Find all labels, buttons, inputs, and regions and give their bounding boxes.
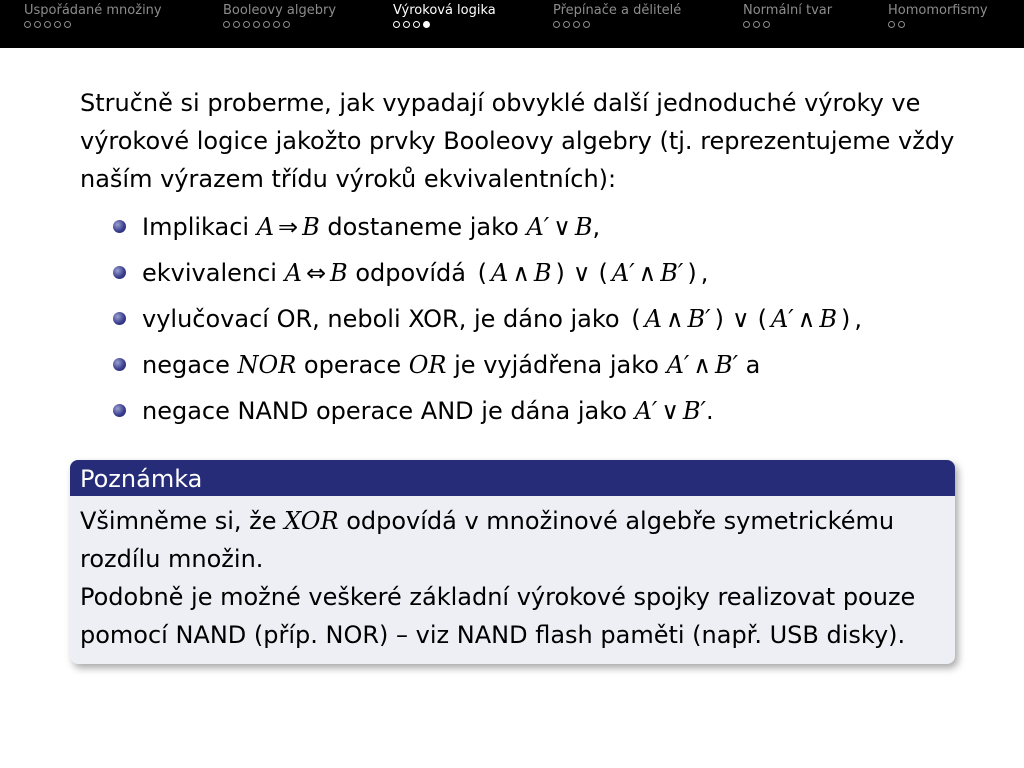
formula: A′ ∨ B: [526, 213, 593, 241]
list-item: [80, 250, 960, 296]
formula: ( A ∧ B′ ) ∨ ( A′ ∧ B ): [631, 305, 851, 333]
list-item: [80, 296, 960, 342]
frame-dot-icon[interactable]: [54, 21, 61, 28]
bullet-icon: [113, 220, 126, 233]
frame-dot-icon[interactable]: [888, 21, 895, 28]
formula: ( A ∧ B ) ∨ ( A′ ∧ B′ ): [477, 259, 697, 287]
nav-section-usporadane-mnoziny[interactable]: [24, 3, 162, 31]
nav-section-label: Přepínače a dělitelé: [553, 3, 682, 18]
list-item: [80, 342, 960, 388]
bullet-text: ekvivalenci: [142, 259, 285, 287]
nor-term: NOR: [237, 351, 297, 379]
frame-dot-icon[interactable]: [393, 21, 400, 28]
frame-dot-icon[interactable]: [573, 21, 580, 28]
bullet-text: a: [738, 351, 761, 379]
note-text: Všimněme si, že: [80, 507, 285, 535]
formula: A′ ∧ B′: [666, 351, 739, 379]
bullet-icon: [113, 266, 126, 279]
bullet-text: je vyjádřena jako: [446, 351, 667, 379]
nav-section-prepinace-a-delitele[interactable]: [553, 3, 681, 31]
bullet-text: dostaneme jako: [319, 213, 527, 241]
xor-term: XOR: [284, 507, 339, 535]
frame-dot-icon[interactable]: [413, 21, 420, 28]
note-body: [70, 496, 955, 664]
intro-paragraph: Stručně si proberme, jak vypadají obvyklé další jednoduché výroky ve výrokové logice jakožto prvky Booleovy algebry (tj. reprezentujeme vždy naším výrazem třídu výroků ekvivalentních):: [80, 89, 955, 193]
frame-dot-icon[interactable]: [403, 21, 410, 28]
frame-dot-icon[interactable]: [273, 21, 280, 28]
bullet-text: vylučovací OR, neboli XOR, je dáno jako: [142, 305, 628, 333]
frame-dot-icon[interactable]: [898, 21, 905, 28]
formula: A ⇔ B: [284, 259, 348, 287]
note-paragraph: [80, 502, 945, 578]
note-title: Poznámka: [70, 460, 955, 496]
frame-dot-icon[interactable]: [233, 21, 240, 28]
frame-dot-icon[interactable]: [253, 21, 260, 28]
nav-frame-dots[interactable]: [888, 21, 988, 31]
frame-dot-icon[interactable]: [753, 21, 760, 28]
nav-section-normalni-tvar[interactable]: [743, 3, 832, 31]
bullet-icon: [113, 404, 126, 417]
bullet-icon: [113, 358, 126, 371]
frame-dot-icon[interactable]: [24, 21, 31, 28]
frame-dot-icon[interactable]: [763, 21, 770, 28]
bullet-icon: [113, 312, 126, 325]
frame-dot-icon[interactable]: [423, 21, 430, 28]
section-navigation-bar: [0, 0, 1024, 48]
bullet-text: ,: [592, 213, 601, 241]
bullet-text: .: [706, 397, 714, 425]
bullet-list: [80, 204, 960, 434]
frame-dot-icon[interactable]: [223, 21, 230, 28]
nav-frame-dots[interactable]: [553, 21, 681, 31]
nav-section-homomorfismy[interactable]: [888, 3, 988, 31]
nav-frame-dots[interactable]: [24, 21, 162, 31]
bullet-text: operace: [296, 351, 409, 379]
frame-dot-icon[interactable]: [563, 21, 570, 28]
list-item: [80, 388, 960, 434]
bullet-text: Implikaci: [142, 213, 257, 241]
nav-section-label: Normální tvar: [743, 3, 833, 18]
frame-dot-icon[interactable]: [64, 21, 71, 28]
or-term: OR: [408, 351, 447, 379]
nav-frame-dots[interactable]: [393, 21, 496, 31]
frame-dot-icon[interactable]: [263, 21, 270, 28]
frame-dot-icon[interactable]: [283, 21, 290, 28]
nav-section-label: Uspořádané množiny: [24, 3, 162, 18]
note-text: odpovídá v množinové algebře symetrickému rozdílu množin.: [80, 507, 895, 573]
bullet-text: negace: [142, 351, 238, 379]
nav-section-label: Homomorfismy: [888, 3, 988, 18]
frame-dot-icon[interactable]: [34, 21, 41, 28]
formula: A′ ∨ B′: [634, 397, 707, 425]
frame-dot-icon[interactable]: [743, 21, 750, 28]
nav-frame-dots[interactable]: [223, 21, 336, 31]
slide-content: [80, 84, 960, 434]
bullet-text: ,: [854, 305, 862, 333]
frame-dot-icon[interactable]: [553, 21, 560, 28]
nav-section-booleovy-algebry[interactable]: [223, 3, 336, 31]
nav-frame-dots[interactable]: [743, 21, 832, 31]
nav-section-label: Výroková logika: [393, 3, 496, 18]
nav-section-vyrokova-logika[interactable]: [393, 3, 496, 31]
note-block: [70, 460, 955, 664]
bullet-text: odpovídá: [347, 259, 474, 287]
frame-dot-icon[interactable]: [44, 21, 51, 28]
formula: A ⇒ B: [256, 213, 320, 241]
note-paragraph: Podobně je možné veškeré základní výrokové spojky realizovat pouze pomocí NAND (příp. NOR) – viz NAND flash paměti (např. USB disky).: [80, 583, 916, 649]
nav-section-label: Booleovy algebry: [223, 3, 337, 18]
bullet-text: negace NAND operace AND je dána jako: [142, 397, 635, 425]
frame-dot-icon[interactable]: [243, 21, 250, 28]
list-item: [80, 204, 960, 250]
bullet-text: ,: [700, 259, 709, 287]
frame-dot-icon[interactable]: [583, 21, 590, 28]
